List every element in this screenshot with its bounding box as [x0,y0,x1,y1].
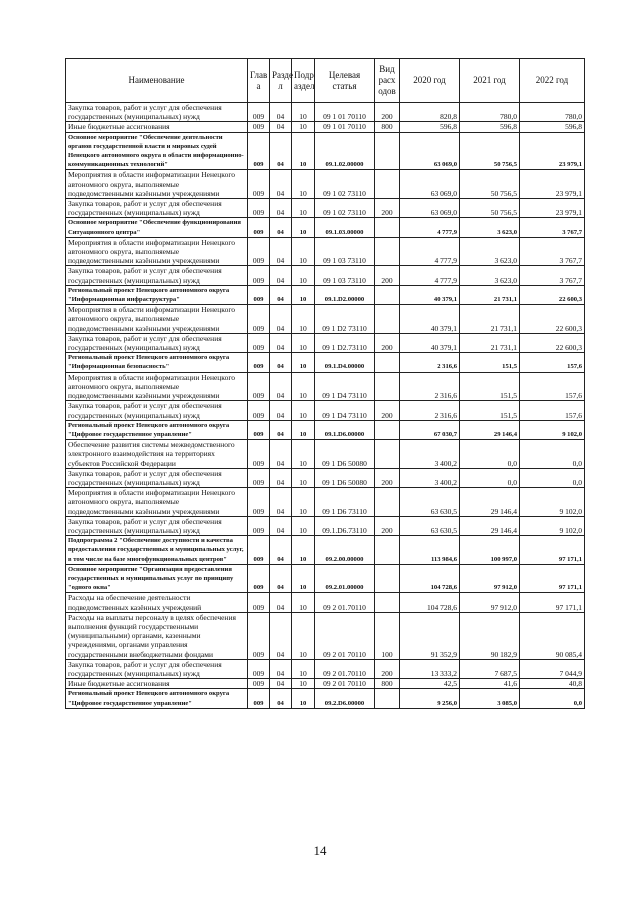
row-amount-2022: 0,0 [520,468,585,487]
row-amount-2022: 9 102,0 [520,516,585,535]
row-section: 04 [270,333,292,352]
row-amount-2021: 29 146,4 [460,488,520,517]
row-amount-2021: 3 623,0 [460,237,520,266]
row-subsection: 10 [292,564,315,593]
row-target-article: 09 2 01.70110 [315,593,375,612]
row-subsection: 10 [292,103,315,122]
row-target-article: 09 1 D4 73110 [315,372,375,401]
table-row [66,420,585,439]
row-section: 04 [270,659,292,678]
row-section: 04 [270,679,292,689]
table-row [66,659,585,678]
row-amount-2021: 0,0 [460,468,520,487]
row-amount-2021: 21 731,1 [460,333,520,352]
row-section: 04 [270,440,292,469]
row-target-article: 09 2 01 70110 [315,612,375,659]
row-amount-2021: 97 912,0 [460,564,520,593]
row-expense-type: 100 [375,612,400,659]
row-subsection: 10 [292,372,315,401]
row-amount-2021: 151,5 [460,401,520,420]
row-amount-2020: 42,5 [400,679,460,689]
row-expense-type [375,170,400,199]
row-name: Расходы на обеспечение деятельности подведомственных казённых учреждений [66,593,248,612]
row-section: 04 [270,689,292,708]
row-amount-2021: 97 912,0 [460,593,520,612]
row-expense-type: 200 [375,199,400,218]
row-subsection: 10 [292,689,315,708]
row-name: Региональный проект Ненецкого автономного округа "Информационная инфраструктура" [66,285,248,304]
row-name: Иные бюджетные ассигнования [66,679,248,689]
row-subsection: 10 [292,285,315,304]
row-target-article: 09 1 D6 73110 [315,488,375,517]
row-target-article: 09 1 01 70110 [315,103,375,122]
row-name: Подпрограмма 2 "Обеспечение доступности и качества предоставления государственных и муниципальных услуг, в том числе на базе многофункциональных центров" [66,536,248,565]
table-row [66,536,585,565]
row-amount-2020: 104 728,6 [400,564,460,593]
row-chapter: 009 [248,516,270,535]
row-name: Обеспечение развития системы межведомственного электронного взаимодействия на территориях субъектов Российской Федерации [66,440,248,469]
row-target-article: 09 1 D2.73110 [315,333,375,352]
row-amount-2021: 151,5 [460,353,520,372]
row-subsection: 10 [292,333,315,352]
row-expense-type: 800 [375,122,400,132]
row-amount-2021: 100 997,0 [460,536,520,565]
row-name: Закупка товаров, работ и услуг для обеспечения государственных (муниципальных) нужд [66,401,248,420]
row-target-article: 09 1 02 73110 [315,170,375,199]
row-amount-2022: 40,8 [520,679,585,689]
row-chapter: 009 [248,659,270,678]
row-section: 04 [270,468,292,487]
row-target-article: 09 1 02 73110 [315,199,375,218]
row-subsection: 10 [292,593,315,612]
row-expense-type: 200 [375,266,400,285]
row-amount-2020: 596,8 [400,122,460,132]
row-name: Закупка товаров, работ и услуг для обеспечения государственных (муниципальных) нужд [66,103,248,122]
row-expense-type [375,564,400,593]
row-chapter: 009 [248,372,270,401]
table-row [66,564,585,593]
row-section: 04 [270,353,292,372]
row-chapter: 009 [248,333,270,352]
header-row [66,59,585,103]
table-row [66,237,585,266]
row-name: Мероприятия в области информатизации Ненецкого автономного округа, выполняемые подведомственными казёнными учреждениями [66,305,248,334]
row-target-article: 09.2.01.00000 [315,564,375,593]
row-expense-type: 200 [375,401,400,420]
row-expense-type [375,237,400,266]
row-amount-2020: 40 379,1 [400,333,460,352]
row-amount-2022: 157,6 [520,401,585,420]
table-row [66,468,585,487]
row-expense-type [375,132,400,170]
row-target-article: 09.1.02.00000 [315,132,375,170]
row-subsection: 10 [292,659,315,678]
header-year-2021: 2021 год [460,59,520,103]
row-amount-2022: 23 979,1 [520,132,585,170]
row-chapter: 009 [248,689,270,708]
row-amount-2021: 0,0 [460,440,520,469]
row-subsection: 10 [292,440,315,469]
row-section: 04 [270,285,292,304]
row-section: 04 [270,593,292,612]
row-amount-2020: 40 379,1 [400,305,460,334]
row-chapter: 009 [248,285,270,304]
row-chapter: 009 [248,612,270,659]
row-amount-2022: 0,0 [520,689,585,708]
table-row [66,285,585,304]
row-amount-2021: 3 623,0 [460,266,520,285]
row-section: 04 [270,536,292,565]
row-target-article: 09.2.00.00000 [315,536,375,565]
row-section: 04 [270,132,292,170]
row-section: 04 [270,420,292,439]
table-row [66,122,585,132]
row-subsection: 10 [292,266,315,285]
row-amount-2022: 780,0 [520,103,585,122]
row-subsection: 10 [292,420,315,439]
row-target-article: 09.1.D2.00000 [315,285,375,304]
row-target-article: 09.2.D6.00000 [315,689,375,708]
header-year-2022: 2022 год [520,59,585,103]
row-target-article: 09 1 D2 73110 [315,305,375,334]
row-section: 04 [270,266,292,285]
row-expense-type: 200 [375,103,400,122]
row-chapter: 009 [248,199,270,218]
table-row [66,488,585,517]
table-row [66,353,585,372]
row-subsection: 10 [292,612,315,659]
row-expense-type: 200 [375,468,400,487]
row-name: Основное мероприятие "Обеспечение деятельности органов государственной власти и мировых судей Ненецкого автономного округа в области информационно-коммуникационных технологий" [66,132,248,170]
row-amount-2022: 22 600,3 [520,305,585,334]
row-amount-2020: 104 728,6 [400,593,460,612]
row-amount-2022: 157,6 [520,372,585,401]
row-amount-2020: 2 316,6 [400,401,460,420]
row-subsection: 10 [292,516,315,535]
row-target-article: 09 1 03 73110 [315,237,375,266]
row-amount-2021: 90 182,9 [460,612,520,659]
row-chapter: 009 [248,237,270,266]
row-amount-2020: 4 777,9 [400,237,460,266]
table-row [66,103,585,122]
row-subsection: 10 [292,170,315,199]
row-expense-type: 200 [375,659,400,678]
row-amount-2022: 3 767,7 [520,218,585,237]
row-amount-2022: 97 171,1 [520,593,585,612]
row-target-article: 09 2 01 70110 [315,679,375,689]
row-subsection: 10 [292,488,315,517]
row-amount-2020: 2 316,6 [400,353,460,372]
row-section: 04 [270,218,292,237]
table-row [66,218,585,237]
row-subsection: 10 [292,218,315,237]
row-target-article: 09 1 D4 73110 [315,401,375,420]
row-amount-2022: 90 085,4 [520,612,585,659]
row-section: 04 [270,103,292,122]
row-amount-2022: 3 767,7 [520,237,585,266]
row-expense-type [375,372,400,401]
row-amount-2020: 63 630,5 [400,516,460,535]
row-section: 04 [270,488,292,517]
row-amount-2020: 63 069,0 [400,132,460,170]
row-amount-2022: 97 171,1 [520,564,585,593]
row-name: Региональный проект Ненецкого автономного округа "Информационная безопасность" [66,353,248,372]
row-name: Закупка товаров, работ и услуг для обеспечения государственных (муниципальных) нужд [66,333,248,352]
row-amount-2022: 9 102,0 [520,420,585,439]
row-name: Мероприятия в области информатизации Ненецкого автономного округа, выполняемые подведомственными казёнными учреждениями [66,488,248,517]
row-subsection: 10 [292,132,315,170]
row-name: Закупка товаров, работ и услуг для обеспечения государственных (муниципальных) нужд [66,468,248,487]
row-target-article: 09.1.D4.00000 [315,353,375,372]
row-amount-2021: 29 146,4 [460,516,520,535]
row-chapter: 009 [248,266,270,285]
row-amount-2021: 21 731,1 [460,305,520,334]
row-amount-2021: 21 731,1 [460,285,520,304]
row-amount-2021: 7 687,5 [460,659,520,678]
table-row [66,612,585,659]
row-subsection: 10 [292,536,315,565]
row-amount-2022: 22 600,3 [520,333,585,352]
row-target-article: 09 1 D6 50080 [315,440,375,469]
row-amount-2020: 63 069,0 [400,170,460,199]
row-chapter: 009 [248,305,270,334]
row-amount-2020: 9 256,0 [400,689,460,708]
row-chapter: 009 [248,103,270,122]
row-section: 04 [270,199,292,218]
row-amount-2022: 97 171,1 [520,536,585,565]
row-section: 04 [270,170,292,199]
row-amount-2021: 3 623,0 [460,218,520,237]
row-chapter: 009 [248,564,270,593]
row-expense-type [375,440,400,469]
row-amount-2020: 820,8 [400,103,460,122]
table-row [66,132,585,170]
row-chapter: 009 [248,536,270,565]
row-section: 04 [270,564,292,593]
row-name: Закупка товаров, работ и услуг для обеспечения государственных (муниципальных) нужд [66,516,248,535]
row-expense-type [375,593,400,612]
row-chapter: 009 [248,488,270,517]
row-amount-2022: 0,0 [520,440,585,469]
row-amount-2022: 9 102,0 [520,488,585,517]
row-name: Закупка товаров, работ и услуг для обеспечения государственных (муниципальных) нужд [66,659,248,678]
row-expense-type [375,285,400,304]
row-expense-type [375,305,400,334]
row-amount-2020: 63 069,0 [400,199,460,218]
row-amount-2020: 40 379,1 [400,285,460,304]
table-row [66,266,585,285]
row-amount-2021: 50 756,5 [460,170,520,199]
row-chapter: 009 [248,440,270,469]
row-name: Закупка товаров, работ и услуг для обеспечения государственных (муниципальных) нужд [66,199,248,218]
table-row [66,199,585,218]
row-subsection: 10 [292,353,315,372]
table-row [66,305,585,334]
row-name: Основное мероприятие "Организация предоставления государственных и муниципальных услуг по принципу "одного окна" [66,564,248,593]
header-glava: Глав а [248,59,270,103]
row-chapter: 009 [248,132,270,170]
row-amount-2020: 113 984,6 [400,536,460,565]
table-row [66,333,585,352]
row-amount-2022: 157,6 [520,353,585,372]
row-chapter: 009 [248,468,270,487]
row-expense-type [375,420,400,439]
row-amount-2022: 7 044,9 [520,659,585,678]
row-chapter: 009 [248,679,270,689]
table-row [66,689,585,708]
row-section: 04 [270,305,292,334]
row-name: Региональный проект Ненецкого автономного округа "Цифровое государственное управление" [66,420,248,439]
row-subsection: 10 [292,122,315,132]
row-expense-type: 200 [375,516,400,535]
row-amount-2020: 67 030,7 [400,420,460,439]
row-amount-2021: 41,6 [460,679,520,689]
row-name: Закупка товаров, работ и услуг для обеспечения государственных (муниципальных) нужд [66,266,248,285]
table-row [66,679,585,689]
row-expense-type [375,353,400,372]
header-year-2020: 2020 год [400,59,460,103]
row-name: Мероприятия в области информатизации Ненецкого автономного округа, выполняемые подведомственными казёнными учреждениями [66,170,248,199]
row-amount-2022: 23 979,1 [520,170,585,199]
header-name: Наименование [66,59,248,103]
row-amount-2020: 63 630,5 [400,488,460,517]
row-amount-2021: 151,5 [460,372,520,401]
row-subsection: 10 [292,237,315,266]
row-target-article: 09.1.D6.00000 [315,420,375,439]
table-row [66,440,585,469]
row-amount-2020: 91 352,9 [400,612,460,659]
row-name: Расходы на выплаты персоналу в целях обеспечения выполнения функций государственными (муниципальными) органами, казенными учреждениями, органами управления государственными внебюджетными фондами [66,612,248,659]
row-amount-2022: 3 767,7 [520,266,585,285]
row-amount-2021: 3 085,0 [460,689,520,708]
row-name: Основное мероприятие "Обеспечение функционирования Ситуационного центра" [66,218,248,237]
row-amount-2022: 22 600,3 [520,285,585,304]
table-row [66,170,585,199]
table-row [66,372,585,401]
row-target-article: 09 2 01.70110 [315,659,375,678]
row-amount-2021: 50 756,5 [460,132,520,170]
row-amount-2021: 596,8 [460,122,520,132]
row-section: 04 [270,516,292,535]
header-razdel: Разде л [270,59,292,103]
row-chapter: 009 [248,593,270,612]
row-amount-2022: 596,8 [520,122,585,132]
row-expense-type [375,689,400,708]
row-section: 04 [270,372,292,401]
row-subsection: 10 [292,679,315,689]
row-name: Иные бюджетные ассигнования [66,122,248,132]
row-subsection: 10 [292,305,315,334]
page-number: 14 [313,843,327,858]
row-amount-2021: 780,0 [460,103,520,122]
row-amount-2022: 23 979,1 [520,199,585,218]
row-section: 04 [270,237,292,266]
row-chapter: 009 [248,218,270,237]
header-expense-type: Вид расх одов [375,59,400,103]
row-amount-2021: 29 146,4 [460,420,520,439]
row-expense-type [375,218,400,237]
row-expense-type [375,488,400,517]
row-expense-type [375,536,400,565]
row-section: 04 [270,122,292,132]
row-name: Мероприятия в области информатизации Ненецкого автономного округа, выполняемые подведомственными казёнными учреждениями [66,237,248,266]
row-amount-2020: 3 400,2 [400,468,460,487]
row-chapter: 009 [248,401,270,420]
row-subsection: 10 [292,468,315,487]
table-row [66,516,585,535]
row-chapter: 009 [248,353,270,372]
row-name: Региональный проект Ненецкого автономного округа "Цифровое государственное управление" [66,689,248,708]
row-chapter: 009 [248,170,270,199]
row-target-article: 09 1 03 73110 [315,266,375,285]
row-chapter: 009 [248,122,270,132]
row-target-article: 09 1 D6 50080 [315,468,375,487]
header-target-article: Целевая статья [315,59,375,103]
row-expense-type: 200 [375,333,400,352]
row-target-article: 09 1 01 70110 [315,122,375,132]
row-name: Мероприятия в области информатизации Ненецкого автономного округа, выполняемые подведомственными казёнными учреждениями [66,372,248,401]
row-subsection: 10 [292,401,315,420]
row-amount-2020: 13 333,2 [400,659,460,678]
budget-table [65,58,585,709]
row-amount-2020: 4 777,9 [400,218,460,237]
row-expense-type: 800 [375,679,400,689]
row-amount-2020: 3 400,2 [400,440,460,469]
row-chapter: 009 [248,420,270,439]
header-podrazdel: Подр аздел [292,59,315,103]
row-target-article: 09.1.D6.73110 [315,516,375,535]
row-amount-2020: 4 777,9 [400,266,460,285]
row-section: 04 [270,612,292,659]
row-amount-2021: 50 756,5 [460,199,520,218]
table-row [66,593,585,612]
row-section: 04 [270,401,292,420]
table-row [66,401,585,420]
row-subsection: 10 [292,199,315,218]
row-target-article: 09.1.03.00000 [315,218,375,237]
row-amount-2020: 2 316,6 [400,372,460,401]
